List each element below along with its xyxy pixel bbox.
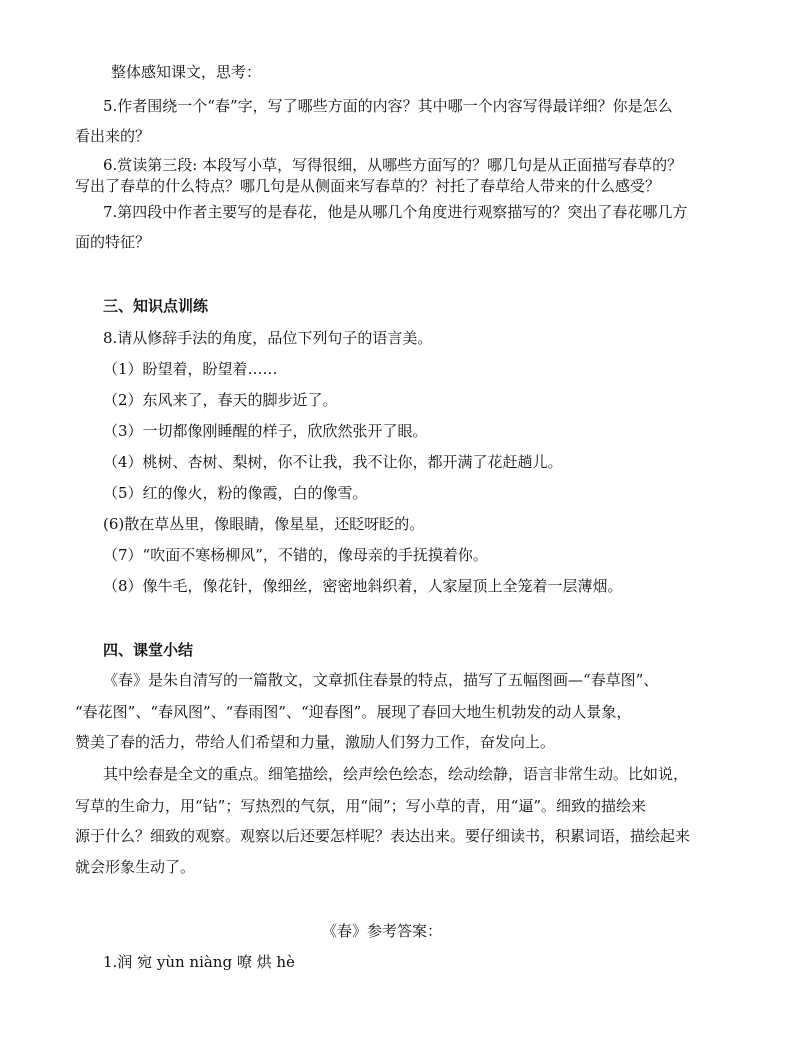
sentence-item-5: （5）红的像火，粉的像霞，白的像雪。 <box>103 484 368 502</box>
question-5-line-1: 5.作者围绕一个“春”字，写了哪些方面的内容？其中哪一个内容写得最详细？你是怎么 <box>103 97 673 115</box>
sentence-item-8: （8）像牛毛，像花针，像细丝，密密地斜织着，人家屋顶上全笼着一层薄烟。 <box>103 577 623 595</box>
summary-p2-line-2: 写草的生命力，用“钻”；写热烈的气氛，用“闹”；写小草的青，用“逼”。细致的描绘来 <box>75 797 647 815</box>
summary-p2-line-1: 其中绘春是全文的重点。细笔描绘，绘声绘色绘态，绘动绘静，语言非常生动。比如说， <box>103 765 689 783</box>
summary-p1-line-2: “春花图”、“春风图”、“春雨图”、“迎春图”。展现了春回大地生机勃发的动人景象， <box>75 703 632 721</box>
think-intro: 整体感知课文，思考： <box>111 63 262 81</box>
summary-p1-line-3: 赞美了春的活力，带给人们希望和力量，激励人们努力工作，奋发向上。 <box>75 733 556 751</box>
summary-p2-line-4: 就会形象生动了。 <box>75 858 196 876</box>
sentence-item-7: （7）“吹面不寒杨柳风”，不错的，像母亲的手抚摸着你。 <box>103 546 488 564</box>
sentence-item-1: （1）盼望着，盼望着…… <box>103 360 278 378</box>
question-6-line-2: 写出了春草的什么特点？哪几句是从侧面来写春草的？衬托了春草给人带来的什么感受？ <box>75 177 661 195</box>
section-4-heading: 四、课堂小结 <box>103 641 194 659</box>
sentence-item-2: （2）东风来了，春天的脚步近了。 <box>103 391 338 409</box>
question-8: 8.请从修辞手法的角度，品位下列句子的语言美。 <box>103 329 433 347</box>
question-6-line-1: 6.赏读第三段: 本段写小草，写得很细，从哪些方面写的？哪几句是从正面描写春草的？ <box>103 156 683 174</box>
sentence-item-3: （3）一切都像刚睡醒的样子，欣欣然张开了眼。 <box>103 422 428 440</box>
answer-1: 1.润 宛 yùn niàng 嘹 烘 hè <box>103 953 295 971</box>
sentence-item-4: （4）桃树、杏树、梨树，你不让我，我不让你，都开满了花赶趟儿。 <box>103 453 563 471</box>
question-7-line-1: 7.第四段中作者主要写的是春花，他是从哪几个角度进行观察描写的？突出了春花哪几方 <box>103 203 688 221</box>
summary-p1-line-1: 《春》是朱自清写的一篇散文，文章抓住春景的特点，描写了五幅图画—“春草图”、 <box>103 671 659 689</box>
question-5-line-2: 看出来的？ <box>75 127 151 145</box>
summary-p2-line-3: 源于什么？细致的观察。观察以后还要怎样呢？表达出来。要仔细读书，积累词语，描绘起来 <box>75 827 691 845</box>
sentence-item-6: (6)散在草丛里，像眼睛，像星星，还眨呀眨的。 <box>103 515 425 533</box>
question-7-line-2: 面的特征？ <box>75 233 151 251</box>
section-3-heading: 三、知识点训练 <box>103 297 209 315</box>
answers-title: 《春》参考答案： <box>322 922 443 940</box>
